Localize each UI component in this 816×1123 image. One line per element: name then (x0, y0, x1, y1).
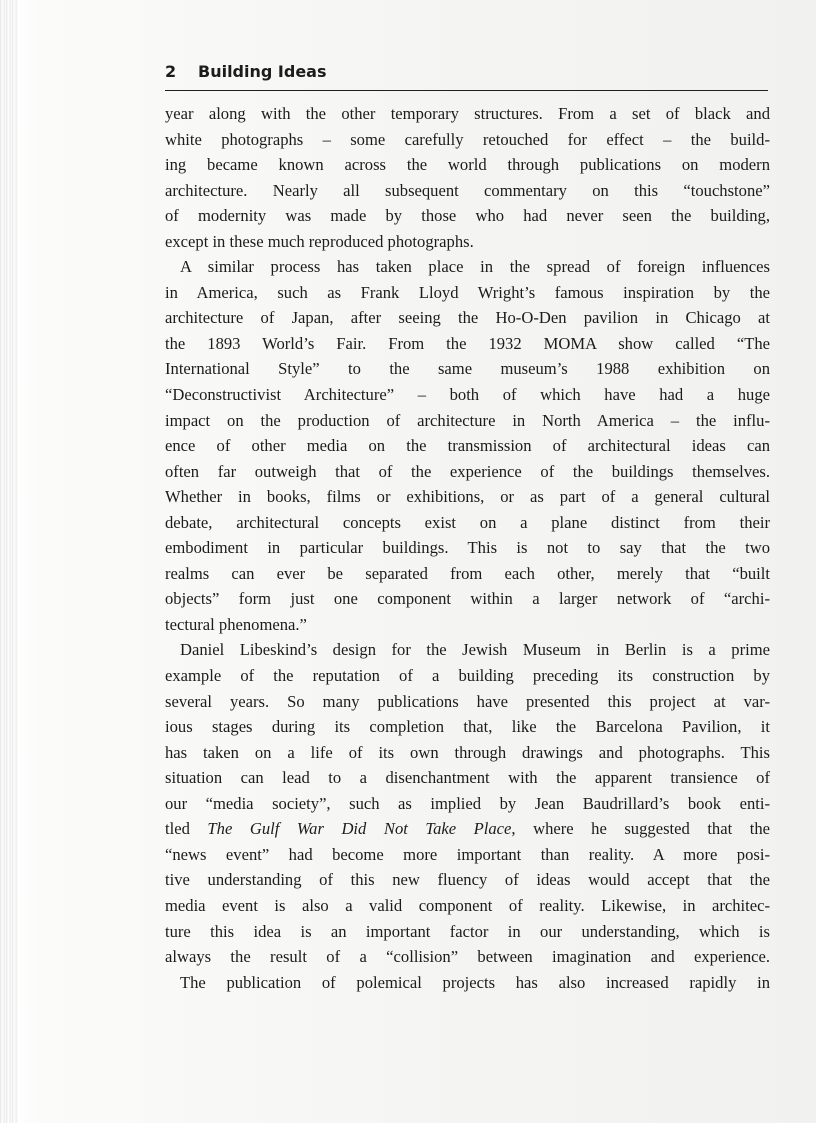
text-line: tive understanding of this new fluency of ideas would accept that the (165, 870, 770, 890)
text-line: realms can ever be separated from each other, merely that “built (165, 563, 770, 583)
text-line: Daniel Libeskind’s design for the Jewish Museum in Berlin is a prime (180, 640, 770, 660)
text-line: always the result of a “collision” between imagination and experience. (165, 947, 770, 967)
text-line: The publication of polemical projects has also increased rapidly in (180, 972, 770, 992)
text-line: several years. So many publications have presented this project at var- (165, 691, 770, 711)
text-line: except in these much reproduced photographs. (165, 231, 474, 251)
text-line: embodiment in particular buildings. This is not to say that the two (165, 538, 770, 558)
text-line: Whether in books, films or exhibitions, or as part of a general cultural (165, 487, 770, 507)
text-line: year along with the other temporary structures. From a set of black and (165, 104, 770, 123)
text-line: debate, architectural concepts exist on a plane distinct from their (165, 512, 770, 532)
text-line: ing became known across the world through publications on modern (165, 155, 770, 175)
text-line: objects” form just one component within a larger network of “archi- (165, 589, 770, 609)
text-line-after-title: , where he suggested that the (511, 819, 771, 839)
text-line: architecture of Japan, after seeing the Ho-O-Den pavilion in Chicago at (165, 308, 770, 328)
text-line: tectural phenomena.” (165, 614, 307, 634)
text-line: “Deconstructivist Architecture” – both of which have had a huge (165, 385, 770, 405)
page-number: 2 (165, 62, 177, 81)
text-line: of modernity was made by those who had never seen the building, (165, 206, 770, 226)
text-line: ious stages during its completion that, like the Barcelona Pavilion, it (165, 717, 770, 737)
text-line: white photographs – some carefully retouched for effect – the build- (165, 129, 770, 149)
text-line: International Style” to the same museum’s 1988 exhibition on (165, 359, 770, 379)
text-line: impact on the production of architecture in North America – the influ- (165, 410, 770, 430)
text-line: media event is also a valid component of reality. Likewise, in architec- (165, 895, 770, 915)
text-line: ture this idea is an important factor in our understanding, which is (165, 921, 770, 941)
text-line-before-title: tled (165, 819, 208, 839)
text-line: the 1893 World’s Fair. From the 1932 MOMA show called “The (165, 333, 770, 353)
text-line: architecture. Nearly all subsequent commentary on this “touchstone” (165, 180, 770, 200)
page-gutter (0, 0, 18, 1123)
text-line: in America, such as Frank Lloyd Wright’s famous inspiration by the (165, 282, 770, 302)
chapter-title: Building Ideas (198, 62, 327, 81)
text-line: “news event” had become more important than reality. A more posi- (165, 844, 770, 864)
running-head (165, 62, 768, 91)
text-line: our “media society”, such as implied by Jean Baudrillard’s book enti- (165, 793, 770, 813)
text-line: situation can lead to a disenchantment with the apparent transience of (165, 768, 770, 788)
text-line-with-book-title (165, 816, 770, 842)
text-line: ence of other media on the transmission of architectural ideas can (165, 436, 770, 456)
body-text (165, 101, 770, 995)
text-line: has taken on a life of its own through drawings and photographs. This (165, 742, 770, 762)
book-title: The Gulf War Did Not Take Place (207, 819, 512, 839)
text-line: often far outweigh that of the experience of the buildings themselves. (165, 461, 770, 481)
text-line: example of the reputation of a building preceding its construction by (165, 666, 770, 686)
text-line: A similar process has taken place in the spread of foreign influences (180, 257, 770, 277)
